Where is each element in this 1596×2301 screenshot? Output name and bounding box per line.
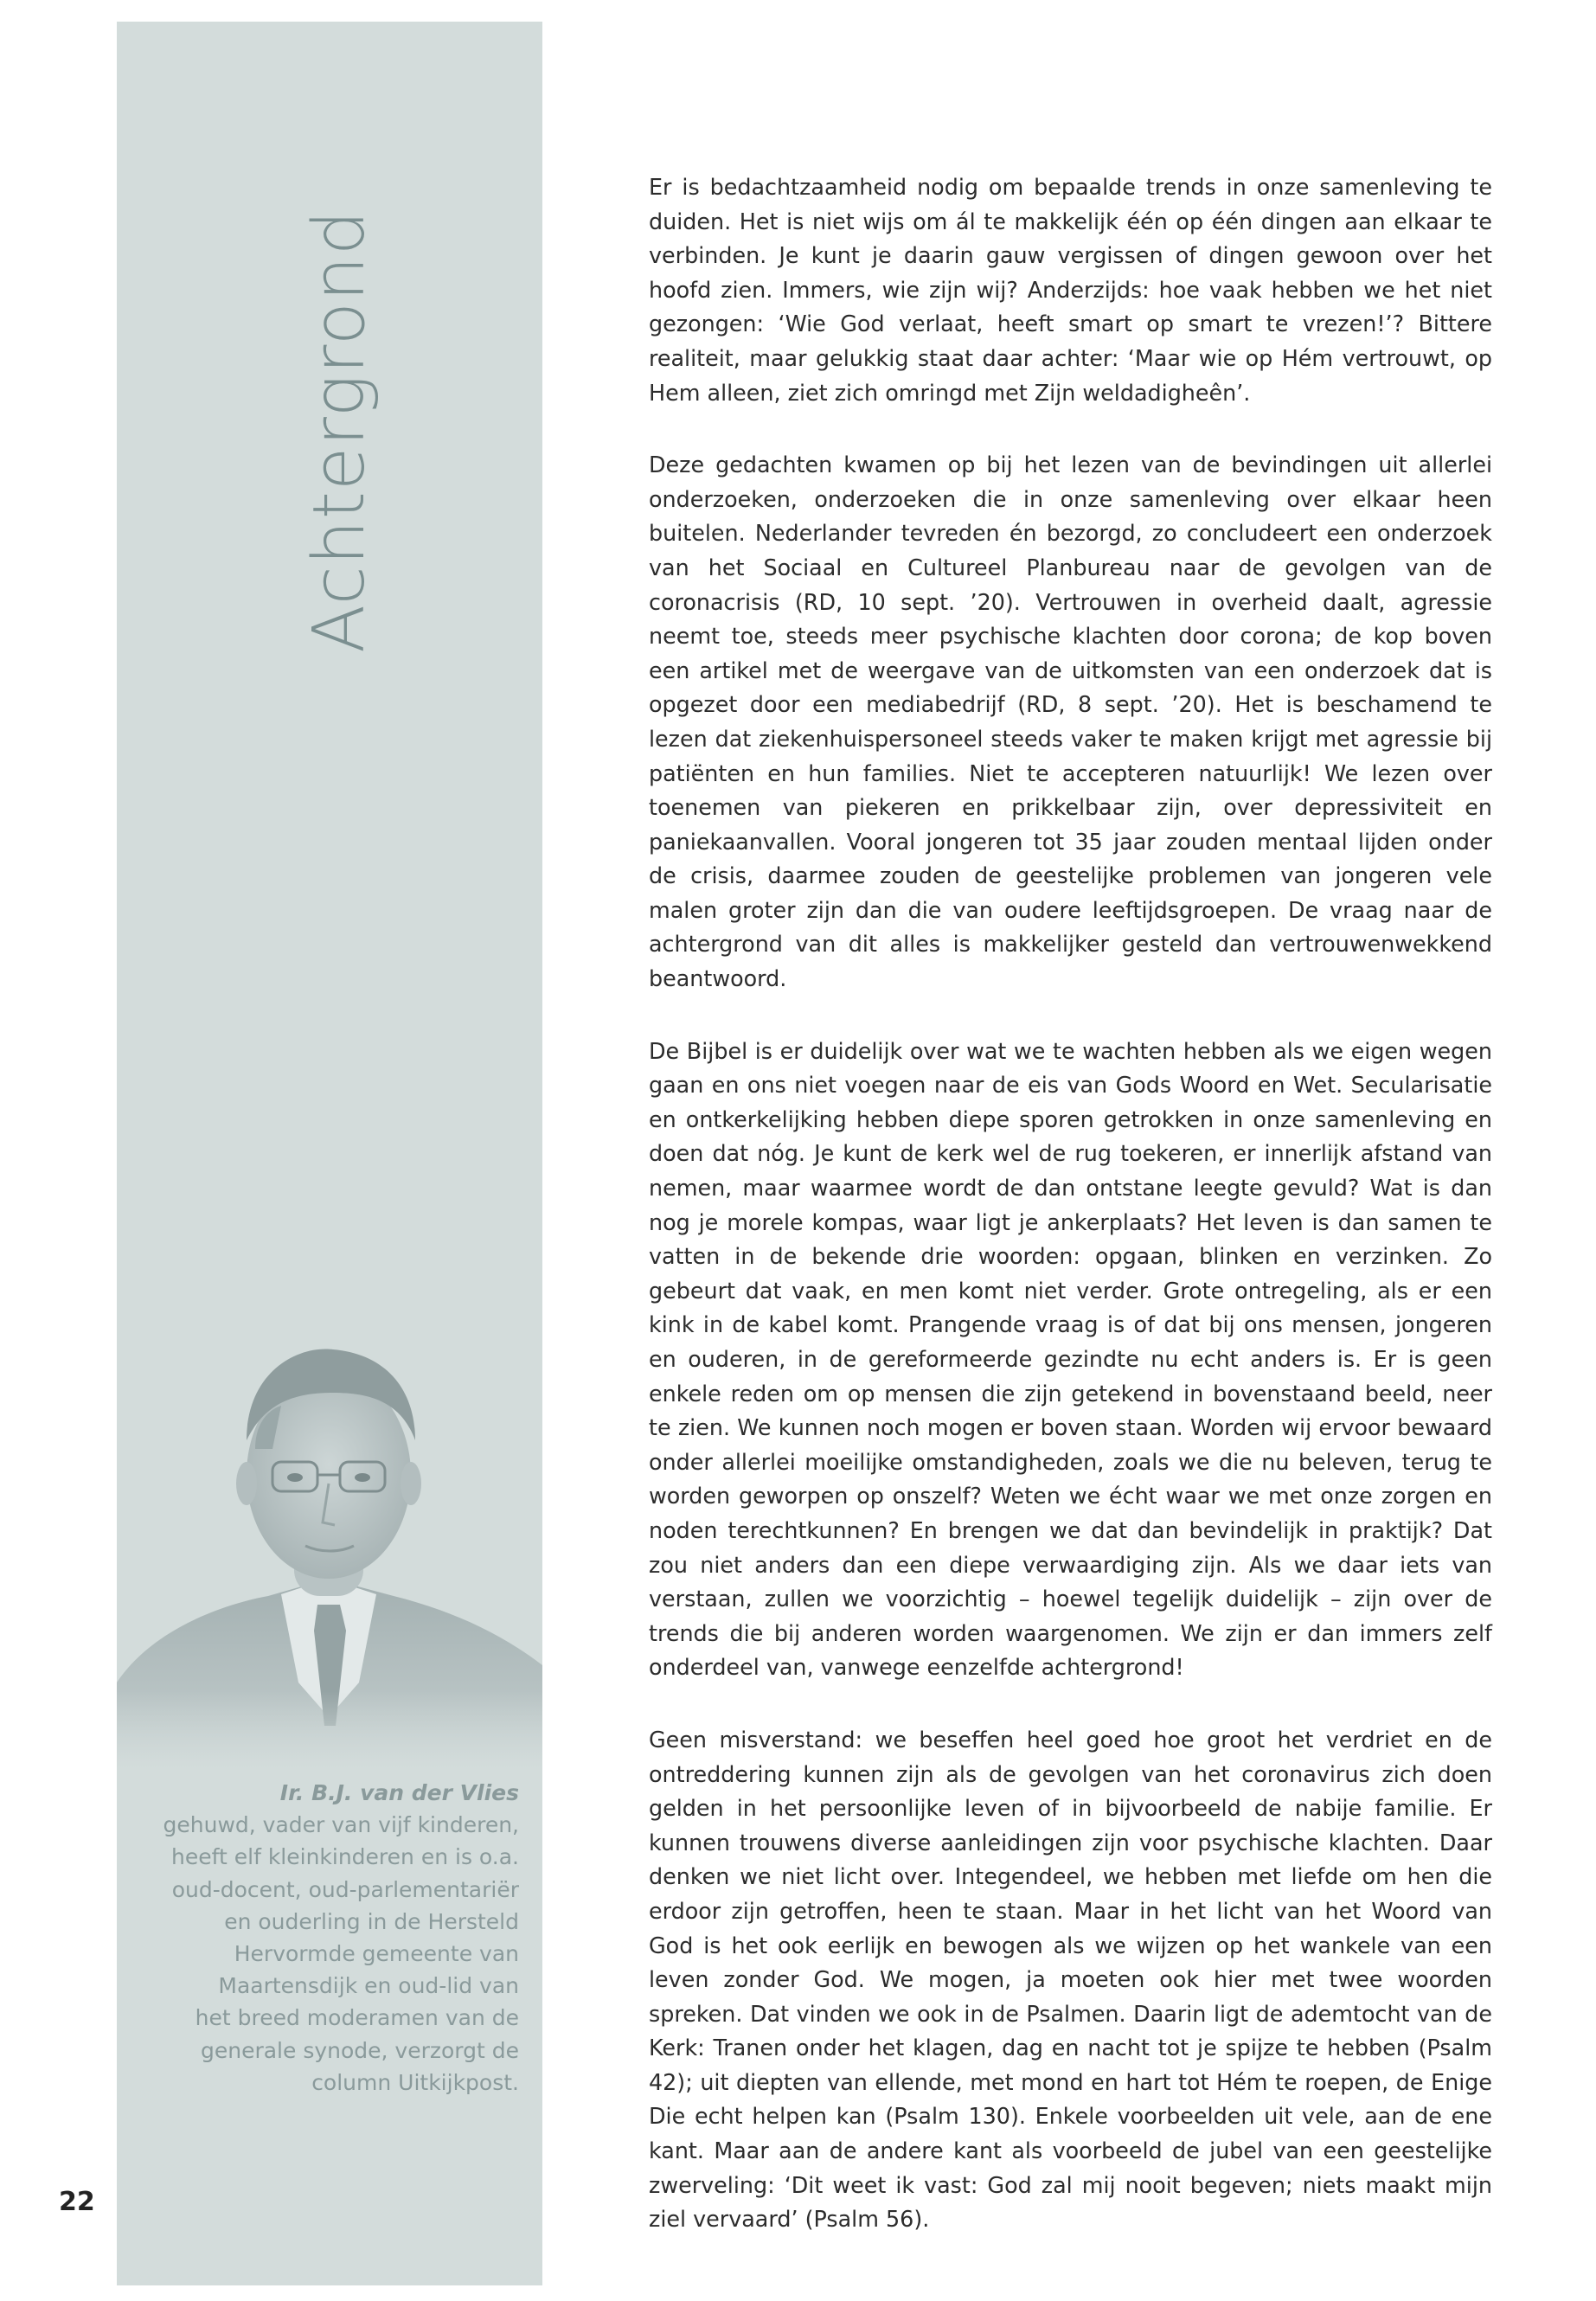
article-paragraph: Deze gedachten kwamen op bij het lezen van de bevindingen uit allerlei onderzoeken, onderzoeken die in onze samenleving over elkaar heen buitelen. Nederlander tevreden én bezorgd, zo concludeert een onderzoek van het Sociaal en Cultureel Planbureau naar de gevolgen van de coronacrisis (RD, 10 sept. ’20). Vertrouwen in overheid daalt, agressie neemt toe, steeds meer psychische klachten door corona; de kop boven een artikel met de weergave van de uitkomsten van een onderzoek dat is opgezet door een mediabedrijf (RD, 8 sept. ’20). Het is beschamend te lezen dat ziekenhuispersoneel steeds vaker te maken krijgt met agressie bij patiënten en hun families. Niet te accepteren natuurlijk! We lezen over toenemen van piekeren en prikkelbaar zijn, over depressiviteit en paniekaanvallen. Vooral jongeren tot 35 jaar zouden mentaal lijden onder de crisis, daarmee zouden de geestelijke problemen van jongeren vele malen groter zijn dan die van oudere leeftijdsgroepen. De vraag naar de achtergrond van dit alles is makkelijker gesteld dan vertrouwenwekkend beantwoord.	[649, 452, 1492, 992]
author-bio-line: Maartensdijk en oud-lid van	[218, 1973, 519, 1999]
article-body	[649, 170, 1492, 2275]
page-number: 22	[59, 2187, 95, 2217]
article-paragraph: Geen misverstand: we beseffen heel goed hoe groot het verdriet en de ontreddering kunnen zijn als de gevolgen van het coronavirus zich doen gelden in het persoonlijke leven of in bijvoorbeeld de nabije familie. Er kunnen trouwens diverse aanleidingen zijn voor psychische klachten. Daar denken we niet licht over. Integendeel, we hebben met liefde om hen die erdoor zijn getroffen, heen te staan. Maar in het licht van het Woord van God is het ook eerlijk en bewogen als we wijzen op het wankele van een leven zonder God. We mogen, ja moeten ook hier met twee woorden spreken. Dat vinden we ook in de Psalmen. Daarin ligt de ademtocht van de Kerk: Tranen onder het klagen, dag en nacht tot je spijze te hebben (Psalm 42); uit diepten van ellende, met mond en hart tot Hém te roepen, de Enige Die echt helpen kan (Psalm 130). Enkele voorbeelden uit vele, aan de ene kant. Maar aan de andere kant als voorbeeld de jubel van een geestelijke zwerveling: ‘Dit weet ik vast: God zal mij nooit begeven; niets maakt mijn ziel vervaard’ (Psalm 56).	[649, 1726, 1492, 2233]
author-bio-line: Hervormde gemeente van	[234, 1941, 519, 1967]
author-bio-line: het breed moderamen van de	[195, 2005, 519, 2031]
author-bio-line: en ouderling in de Hersteld	[224, 1908, 519, 1934]
author-bio-line: heeft elf kleinkinderen en is o.a.	[171, 1844, 519, 1870]
article-paragraph: Er is bedachtzaamheid nodig om bepaalde trends in onze samenleving te duiden. Het is niet wijs om ál te makkelijk één op één dingen aan elkaar te verbinden. Je kunt je daarin gauw vergissen of dingen gewoon over het hoofd zien. Immers, wie zijn wij? Anderzijds: hoe vaak hebben we het niet gezongen: ‘Wie God verlaat, heeft smart op smart te vrezen!’? Bittere realiteit, maar gelukkig staat daar achter: ‘Maar wie op Hém vertrouwt, op Hem alleen, ziet zich omringd met Zijn weldadigheên’.	[649, 174, 1492, 406]
author-bio-line: generale synode, verzorgt de	[200, 2037, 519, 2063]
section-title: Achtergrond	[298, 209, 381, 653]
author-name: Ir. B.J. van der Vlies	[279, 1780, 519, 1805]
author-bio-line: column Uitkijkpost.	[311, 2069, 519, 2095]
author-bio-line: oud-docent, oud-parlementariër	[171, 1876, 519, 1902]
author-bio-line: gehuwd, vader van vijf kinderen,	[163, 1812, 519, 1838]
author-bio	[121, 1777, 519, 2099]
author-portrait	[117, 1319, 542, 1769]
article-paragraph: De Bijbel is er duidelijk over wat we te wachten hebben als we eigen wegen gaan en ons niet voegen naar de eis van Gods Woord en Wet. Secularisatie en ontkerkelijking hebben diepe sporen getrokken in onze samenleving en doen dat nóg. Je kunt de kerk wel de rug toekeren, er innerlijk afstand van nemen, maar waarmee wordt de dan ontstane leegte gevuld? Wat is dan nog je morele kompas, waar ligt je ankerplaats? Het leven is dan samen te vatten in de bekende drie woorden: opgaan, blinken en verzinken. Zo gebeurt dat vaak, en men komt niet verder. Grote ontregeling, als er een kink in de kabel komt. Prangende vraag is of dat bij ons mensen, jongeren en ouderen, in de gereformeerde gezindte nu echt anders is. Er is geen enkele reden om op mensen die zijn getekend in bovenstaand beeld, neer te zien. We kunnen noch mogen er boven staan. Worden wij ervoor bewaard onder allerlei moeilijke omstandigheden, zoals we die nu beleven, terug te worden geworpen op onszelf? Weten we écht waar we met onze zorgen en noden terechtkunnen? En brengen we dat dan bevindelijk in praktijk? Dat zou niet anders dan een diepe verwaardiging zijn. Als we daar iets van verstaan, zullen we voorzichtig – hoewel tegelijk duidelijk – zijn over de trends die bij anderen worden waargenomen. We zijn er dan immers zelf onderdeel van, vanwege eenzelfde achtergrond!	[649, 1037, 1492, 1681]
